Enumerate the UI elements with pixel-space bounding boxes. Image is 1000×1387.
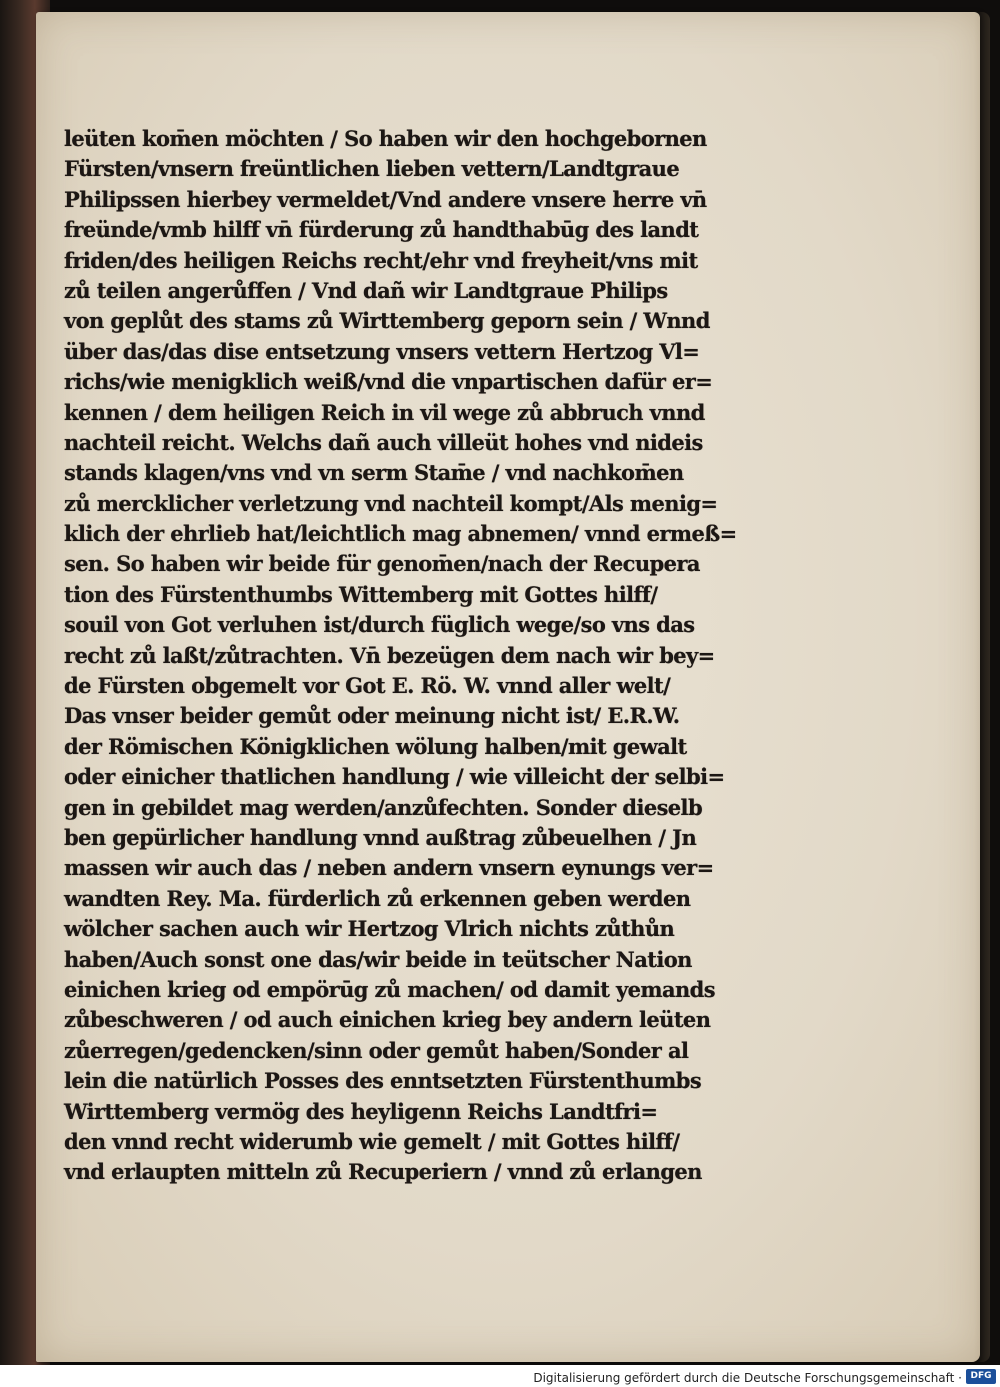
page-edge [974,12,990,1362]
text-line: sen. So haben wir beide für genom̄en/nach der Recupera [64,551,700,577]
text-line: Wirttemberg vermög des heyligenn Reichs Landtfri= [64,1098,658,1124]
text-line: vnd erlaupten mitteln zů Recuperiern / vnnd zů erlangen [64,1159,702,1185]
text-line: richs/wie menigklich weiß/vnd die vnpartischen dafür er= [64,369,713,395]
text-line: friden/des heiligen Reichs recht/ehr vnd freyheit/vns mit [64,247,698,273]
text-line: Fürsten/vnsern freüntlichen lieben vettern/Landtgraue [64,156,680,182]
text-line: kennen / dem heiligen Reich in vil wege zů abbruch vnnd [64,399,705,425]
text-line: zů teilen angerůffen / Vnd dañ wir Landtgraue Philips [64,277,668,303]
text-line: Das vnser beider gemůt oder meinung nicht ist/ E.R.W. [64,703,680,729]
text-line: nachteil reicht. Welchs dañ auch villeüt hohes vnd nideis [64,429,703,455]
text-line: zůbeschweren / od auch einichen krieg bey andern leüten [64,1007,711,1033]
text-line: souil von Got verluhen ist/durch füglich wege/so vns das [64,612,695,638]
text-line: lein die natürlich Posses des enntsetzten Fürstenthumbs [64,1068,702,1094]
text-line: einichen krieg od empörūg zů machen/ od damit yemands [64,976,715,1002]
text-line: von geplůt des stams zů Wirttemberg geporn sein / Wnnd [64,308,710,334]
text-line: ben gepürlicher handlung vnnd außtrag zůbeuelhen / Jn [64,824,697,850]
text-line: haben/Auch sonst one das/wir beide in teütscher Nation [64,946,692,972]
text-line: stands klagen/vns vnd vn serm Stam̄e / vnd nachkom̄en [64,460,684,486]
text-line: wandten Rey. Ma. fürderlich zů erkennen geben werden [64,885,691,911]
text-line: freünde/vmb hilff vn̄ fürderung zů handthabūg des landt [64,217,699,243]
text-line: klich der ehrlieb hat/leichtlich mag abnemen/ vnnd ermeß= [64,521,737,547]
text-line: leüten kom̄en möchten / So haben wir den hochgebornen [64,126,707,151]
text-line: zů mercklicher verletzung vnd nachteil kompt/Als menig= [64,490,718,516]
dfg-logo-icon: DFG [966,1369,996,1384]
text-line: de Fürsten obgemelt vor Got E. Rö. W. vnnd aller welt/ [64,673,671,699]
text-line: wölcher sachen auch wir Hertzog Vlrich nichts zůthůn [64,916,675,942]
text-line: tion des Fürstenthumbs Wittemberg mit Gottes hilff/ [64,581,658,607]
text-line: oder einicher thatlichen handlung / wie villeicht der selbi= [64,764,725,790]
footer-bar [0,1365,1000,1387]
text-line: gen in gebildet mag werden/anzůfechten. Sonder dieselb [64,794,703,820]
text-line: zůerregen/gedencken/sinn oder gemůt haben/Sonder al [64,1037,689,1063]
dfg-credit-text: Digitalisierung gefördert durch die Deutsche Forschungsgemeinschaft · [533,1371,962,1385]
text-line: der Römischen Königklichen wölung halben/mit gewalt [64,733,687,759]
text-line: den vnnd recht widerumb wie gemelt / mit Gottes hilff/ [64,1128,680,1154]
page-text [64,124,754,1188]
text-line: über das/das dise entsetzung vnsers vettern Hertzog Vl= [64,338,700,364]
text-line: Philipssen hierbey vermeldet/Vnd andere vnsere herre vn̄ [64,186,707,212]
text-line: recht zů laßt/zůtrachten. Vn̄ bezeügen dem nach wir bey= [64,642,715,668]
text-line: massen wir auch das / neben andern vnsern eynungs ver= [64,855,714,881]
